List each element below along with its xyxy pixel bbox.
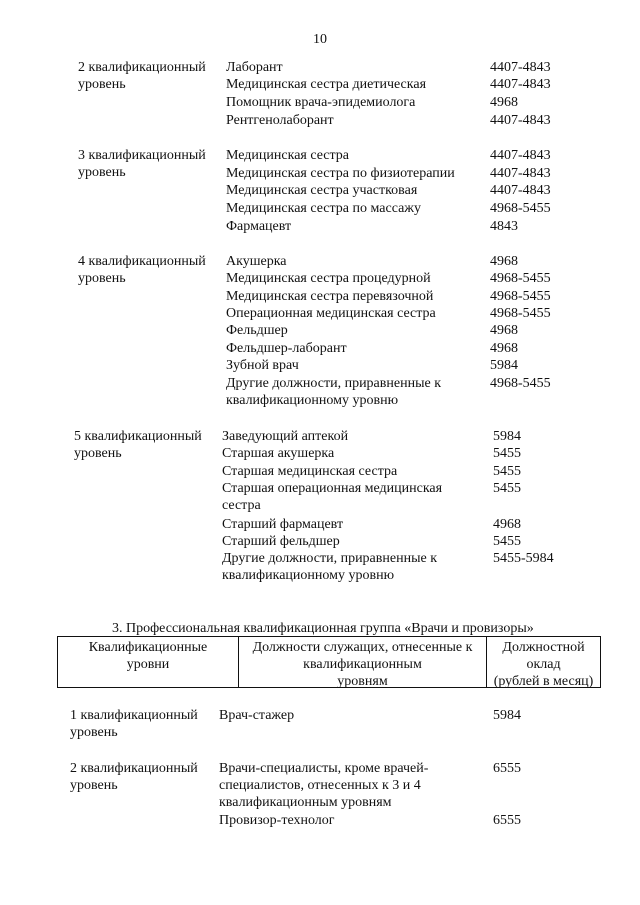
salary-value: 4968: [490, 95, 518, 110]
position-name: Другие должности, приравненные к квалификационному уровню: [226, 376, 441, 408]
position-name: Зубной врач: [226, 358, 299, 373]
salary-value: 4968-5455: [490, 289, 551, 304]
position-name: Старшая операционная медицинская сестра: [222, 481, 443, 513]
position-name: Другие должности, приравненные к квалификационному уровню: [222, 551, 437, 583]
salary-value: 6555: [493, 761, 521, 776]
salary-value: 4407-4843: [490, 166, 551, 181]
position-name: Старший фармацевт: [222, 517, 344, 532]
salary-value: 4968-5455: [490, 376, 551, 391]
salary-value: 4968: [493, 517, 521, 532]
level-label: 2 квалификационный уровень: [70, 761, 198, 793]
level-label: 1 квалификационный уровень: [70, 708, 198, 740]
position-name: Медицинская сестра диетическая: [226, 77, 427, 92]
header-col-levels: Квалификационные уровни: [88, 640, 208, 672]
salary-value: 4843: [490, 219, 518, 234]
position-name: Медицинская сестра участковая: [226, 183, 418, 198]
position-name: Врачи-специалисты, кроме врачей- специалистов, отнесенных к 3 и 4 квалификационным уровням: [219, 761, 429, 810]
position-name: Медицинская сестра процедурной: [226, 271, 431, 286]
position-name: Медицинская сестра по массажу: [226, 201, 421, 216]
position-name: Старшая акушерка: [222, 446, 335, 461]
position-name: Рентгенолаборант: [226, 113, 334, 128]
salary-value: 4968-5455: [490, 201, 551, 216]
position-name: Акушерка: [226, 254, 287, 269]
header-col-salary: Должностной оклад (рублей в месяц): [493, 640, 594, 689]
position-name: Старший фельдшер: [222, 534, 340, 549]
salary-value: 4968-5455: [490, 271, 551, 286]
salary-value: 4407-4843: [490, 113, 551, 128]
salary-value: 4968-5455: [490, 306, 551, 321]
salary-value: 5455-5984: [493, 551, 554, 566]
level-label: 4 квалификационный уровень: [78, 254, 206, 286]
position-name: Заведующий аптекой: [222, 429, 349, 444]
level-label: 2 квалификационный уровень: [78, 60, 206, 92]
position-name: Медицинская сестра перевязочной: [226, 289, 434, 304]
salary-value: 5455: [493, 464, 521, 479]
position-name: Провизор-технолог: [219, 813, 335, 828]
position-name: Медицинская сестра по физиотерапии: [226, 166, 455, 181]
salary-value: 4407-4843: [490, 148, 551, 163]
salary-value: 5984: [490, 358, 518, 373]
position-name: Врач-стажер: [219, 708, 295, 723]
position-name: Операционная медицинская сестра: [226, 306, 436, 321]
salary-value: 5455: [493, 534, 521, 549]
salary-value: 5984: [493, 708, 521, 723]
salary-value: 4968: [490, 254, 518, 269]
section-title: 3. Профессиональная квалификационная группа «Врачи и провизоры»: [112, 621, 534, 636]
salary-value: 4968: [490, 341, 518, 356]
page-number: 10: [313, 32, 327, 47]
position-name: Лаборант: [226, 60, 283, 75]
salary-value: 5455: [493, 446, 521, 461]
header-col-positions: Должности служащих, отнесенные к квалификационным уровням: [252, 640, 473, 689]
level-label: 5 квалификационный уровень: [74, 429, 202, 461]
position-name: Медицинская сестра: [226, 148, 350, 163]
salary-value: 5455: [493, 481, 521, 496]
salary-value: 4407-4843: [490, 183, 551, 198]
position-name: Фельдшер: [226, 323, 288, 338]
salary-value: 4407-4843: [490, 60, 551, 75]
header-table: [57, 636, 601, 688]
position-name: Помощник врача-эпидемиолога: [226, 95, 416, 110]
position-name: Фельдшер-лаборант: [226, 341, 347, 356]
salary-value: 5984: [493, 429, 521, 444]
position-name: Старшая медицинская сестра: [222, 464, 398, 479]
level-label: 3 квалификационный уровень: [78, 148, 206, 180]
position-name: Фармацевт: [226, 219, 292, 234]
salary-value: 4968: [490, 323, 518, 338]
salary-value: 6555: [493, 813, 521, 828]
salary-value: 4407-4843: [490, 77, 551, 92]
